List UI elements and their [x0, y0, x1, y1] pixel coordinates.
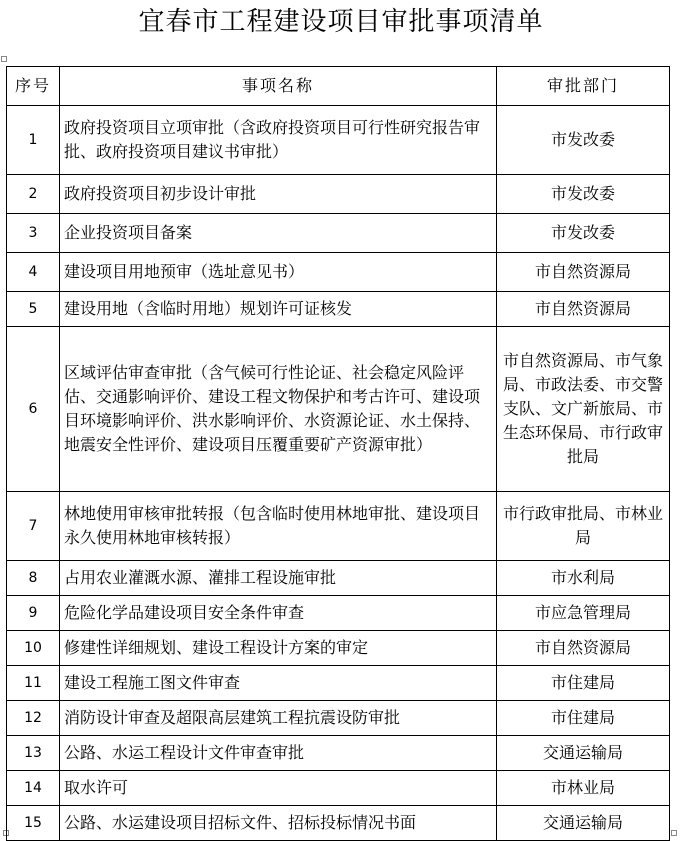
- row-department: 交通运输局: [497, 736, 670, 771]
- table-resize-icon: [671, 830, 677, 836]
- table-row: [7, 806, 670, 841]
- header-name: 事项名称: [60, 67, 497, 106]
- row-number: 13: [7, 736, 60, 771]
- row-item-name: 取水许可: [60, 771, 497, 806]
- table-row: [7, 327, 670, 492]
- row-item-name: 政府投资项目初步设计审批: [60, 175, 497, 214]
- table-row: [7, 596, 670, 631]
- table-row: [7, 492, 670, 561]
- row-department: 市发改委: [497, 106, 670, 175]
- table-row: [7, 106, 670, 175]
- row-number: 1: [7, 106, 60, 175]
- approval-items-table: [6, 66, 670, 841]
- row-number: 14: [7, 771, 60, 806]
- table-row: [7, 292, 670, 327]
- row-number: 12: [7, 701, 60, 736]
- row-department: 市行政审批局、市林业局: [497, 492, 670, 561]
- row-department: 市林业局: [497, 771, 670, 806]
- row-item-name: 企业投资项目备案: [60, 214, 497, 253]
- row-department: 交通运输局: [497, 806, 670, 841]
- row-item-name: 占用农业灌溉水源、灌排工程设施审批: [60, 561, 497, 596]
- table-header-row: [7, 67, 670, 106]
- row-number: 11: [7, 666, 60, 701]
- row-department: 市自然资源局: [497, 292, 670, 327]
- row-item-name: 公路、水运建设项目招标文件、招标投标情况书面: [60, 806, 497, 841]
- table-anchor-icon: [1, 56, 7, 62]
- table-row: [7, 631, 670, 666]
- row-department: 市住建局: [497, 701, 670, 736]
- row-number: 5: [7, 292, 60, 327]
- row-number: 3: [7, 214, 60, 253]
- table-row: [7, 666, 670, 701]
- row-item-name: 危险化学品建设项目安全条件审查: [60, 596, 497, 631]
- row-department: 市发改委: [497, 214, 670, 253]
- row-item-name: 公路、水运工程设计文件审查审批: [60, 736, 497, 771]
- row-department: 市发改委: [497, 175, 670, 214]
- row-department: 市应急管理局: [497, 596, 670, 631]
- table-row: [7, 214, 670, 253]
- row-item-name: 建设工程施工图文件审查: [60, 666, 497, 701]
- header-dept: 审批部门: [497, 67, 670, 106]
- row-item-name: 林地使用审核审批转报（包含临时使用林地审批、建设项目永久使用林地审核转报）: [60, 492, 497, 561]
- table-row: [7, 771, 670, 806]
- row-department: 市自然资源局: [497, 631, 670, 666]
- row-number: 8: [7, 561, 60, 596]
- table-row: [7, 175, 670, 214]
- row-number: 7: [7, 492, 60, 561]
- row-item-name: 建设用地（含临时用地）规划许可证核发: [60, 292, 497, 327]
- table-row: [7, 701, 670, 736]
- row-item-name: 消防设计审查及超限高层建筑工程抗震设防审批: [60, 701, 497, 736]
- row-item-name: 区域评估审查审批（含气候可行性论证、社会稳定风险评估、交通影响评价、建设工程文物保护和考古许可、建设项目环境影响评价、洪水影响评价、水资源论证、水土保持、地震安全性评价、建设项目压覆重要矿产资源审批）: [60, 327, 497, 492]
- row-department: 市自然资源局、市气象局、市政法委、市交警支队、文广新旅局、市生态环保局、市行政审批局: [497, 327, 670, 492]
- table-row: [7, 561, 670, 596]
- row-number: 10: [7, 631, 60, 666]
- row-number: 6: [7, 327, 60, 492]
- row-department: 市住建局: [497, 666, 670, 701]
- row-department: 市水利局: [497, 561, 670, 596]
- row-item-name: 政府投资项目立项审批（含政府投资项目可行性研究报告审批、政府投资项目建议书审批）: [60, 106, 497, 175]
- row-number: 4: [7, 253, 60, 292]
- page-title: 宜春市工程建设项目审批事项清单: [138, 7, 544, 37]
- table-row: [7, 253, 670, 292]
- header-num: 序号: [7, 67, 60, 106]
- row-number: 9: [7, 596, 60, 631]
- row-item-name: 修建性详细规划、建设工程设计方案的审定: [60, 631, 497, 666]
- table-row: [7, 736, 670, 771]
- row-item-name: 建设项目用地预审（选址意见书）: [60, 253, 497, 292]
- row-number: 15: [7, 806, 60, 841]
- row-number: 2: [7, 175, 60, 214]
- row-department: 市自然资源局: [497, 253, 670, 292]
